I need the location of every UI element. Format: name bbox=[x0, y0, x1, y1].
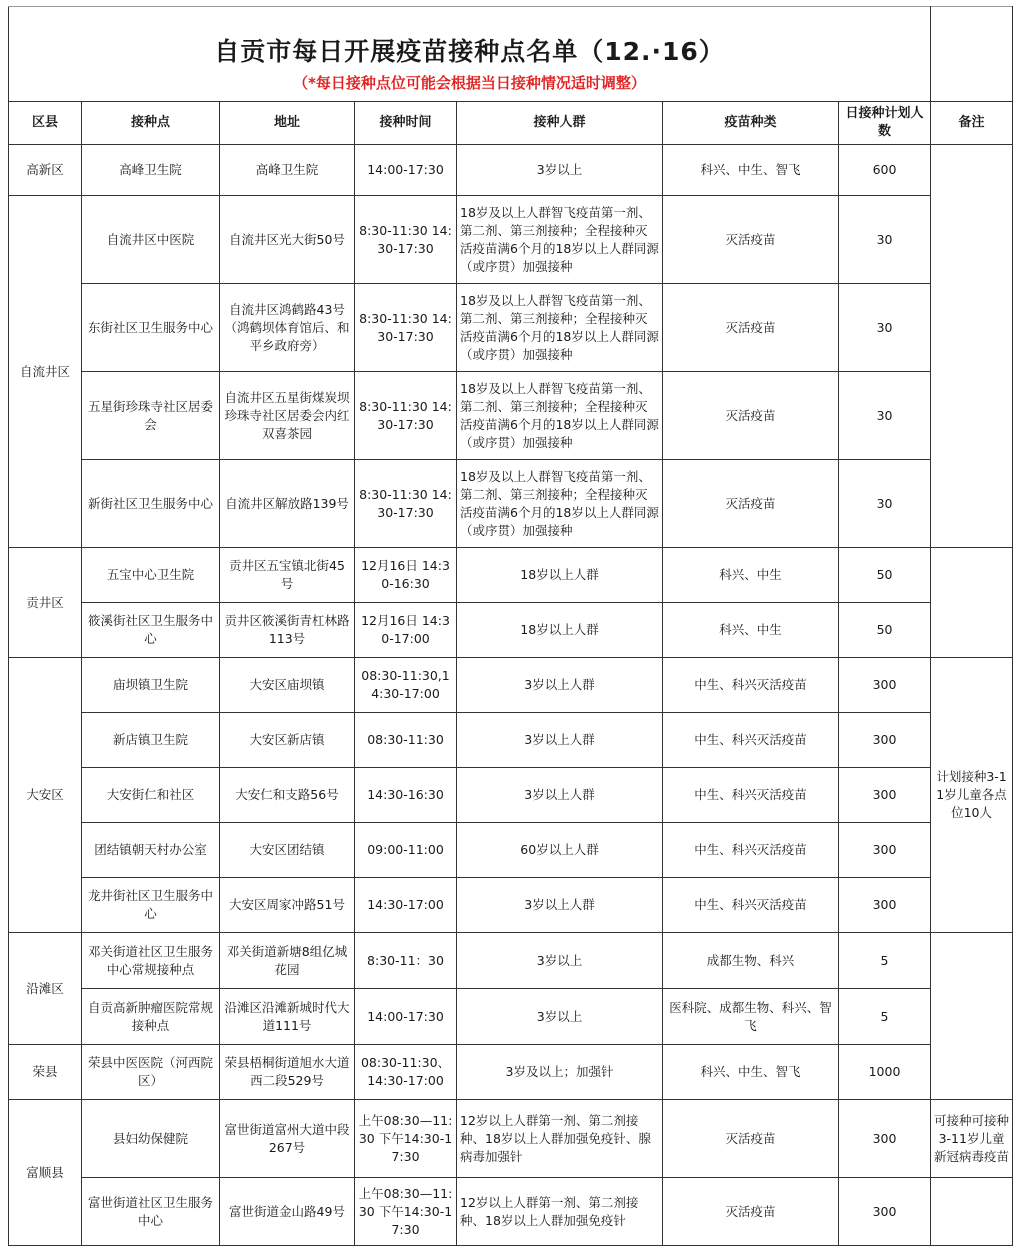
table-row bbox=[9, 603, 1013, 658]
time-cell: 上午08:30—11:30 下午14:30-17:30 bbox=[355, 1100, 457, 1178]
plan-cell: 5 bbox=[839, 933, 931, 989]
address-cell: 邓关街道新塘8组亿城花园 bbox=[220, 933, 355, 989]
address-cell: 自流井区五星街煤炭坝珍珠寺社区居委会内红双喜茶园 bbox=[220, 372, 355, 460]
table-row bbox=[9, 548, 1013, 603]
page-title: 自贡市每日开展疫苗接种点名单（12.·16） bbox=[214, 37, 725, 66]
table-row bbox=[9, 878, 1013, 933]
table-row bbox=[9, 823, 1013, 878]
time-cell: 12月16日 14:30-17:00 bbox=[355, 603, 457, 658]
population-cell: 3岁以上 bbox=[457, 145, 663, 196]
header-population: 接种人群 bbox=[457, 102, 663, 145]
time-cell: 8:30-11：30 bbox=[355, 933, 457, 989]
site-cell: 邓关街道社区卫生服务中心常规接种点 bbox=[82, 933, 220, 989]
note-cell bbox=[931, 145, 1013, 548]
time-cell: 08:30-11:30 bbox=[355, 713, 457, 768]
address-cell: 贡井区筱溪街青杠林路113号 bbox=[220, 603, 355, 658]
address-cell: 富世街道富州大道中段267号 bbox=[220, 1100, 355, 1178]
time-cell: 14:00-17:30 bbox=[355, 989, 457, 1045]
table-row bbox=[9, 713, 1013, 768]
plan-cell: 50 bbox=[839, 603, 931, 658]
population-cell: 18岁及以上人群智飞疫苗第一剂、第二剂、第三剂接种；全程接种灭活疫苗满6个月的18岁以上人群同源（或序贯）加强接种 bbox=[457, 284, 663, 372]
population-cell: 18岁以上人群 bbox=[457, 603, 663, 658]
time-cell: 上午08:30—11:30 下午14:30-17:30 bbox=[355, 1178, 457, 1246]
time-cell: 14:30-17:00 bbox=[355, 878, 457, 933]
address-cell: 高峰卫生院 bbox=[220, 145, 355, 196]
population-cell: 18岁及以上人群智飞疫苗第一剂、第二剂、第三剂接种；全程接种灭活疫苗满6个月的18岁以上人群同源（或序贯）加强接种 bbox=[457, 460, 663, 548]
title-cell bbox=[9, 7, 931, 102]
plan-cell: 300 bbox=[839, 1100, 931, 1178]
plan-cell: 50 bbox=[839, 548, 931, 603]
site-cell: 五宝中心卫生院 bbox=[82, 548, 220, 603]
table-row bbox=[9, 768, 1013, 823]
header-address: 地址 bbox=[220, 102, 355, 145]
population-cell: 18岁以上人群 bbox=[457, 548, 663, 603]
vaccine-cell: 灭活疫苗 bbox=[663, 1100, 839, 1178]
district-cell: 富顺县 bbox=[9, 1100, 82, 1246]
plan-cell: 300 bbox=[839, 878, 931, 933]
plan-cell: 300 bbox=[839, 658, 931, 713]
header-plan: 日接种计划人数 bbox=[839, 102, 931, 145]
table-row bbox=[9, 145, 1013, 196]
site-cell: 筱溪街社区卫生服务中心 bbox=[82, 603, 220, 658]
header-row bbox=[9, 102, 1013, 145]
district-cell: 荣县 bbox=[9, 1045, 82, 1100]
population-cell: 12岁以上人群第一剂、第二剂接种、18岁以上人群加强免疫针、腺病毒加强针 bbox=[457, 1100, 663, 1178]
address-cell: 大安区团结镇 bbox=[220, 823, 355, 878]
note-cell bbox=[931, 1178, 1013, 1246]
vaccine-cell: 科兴、中生 bbox=[663, 548, 839, 603]
address-cell: 贡井区五宝镇北街45号 bbox=[220, 548, 355, 603]
address-cell: 大安区庙坝镇 bbox=[220, 658, 355, 713]
address-cell: 沿滩区沿滩新城时代大道111号 bbox=[220, 989, 355, 1045]
site-cell: 东街社区卫生服务中心 bbox=[82, 284, 220, 372]
title-blank-cell bbox=[931, 7, 1013, 102]
address-cell: 自流井区光大街50号 bbox=[220, 196, 355, 284]
vaccine-cell: 中生、科兴灭活疫苗 bbox=[663, 823, 839, 878]
site-cell: 五星街珍珠寺社区居委会 bbox=[82, 372, 220, 460]
population-cell: 3岁以上人群 bbox=[457, 878, 663, 933]
vaccine-cell: 中生、科兴灭活疫苗 bbox=[663, 878, 839, 933]
table-row bbox=[9, 460, 1013, 548]
population-cell: 12岁以上人群第一剂、第二剂接种、18岁以上人群加强免疫针 bbox=[457, 1178, 663, 1246]
plan-cell: 30 bbox=[839, 284, 931, 372]
header-note: 备注 bbox=[931, 102, 1013, 145]
note-cell: 可接种可接种3-11岁儿童新冠病毒疫苗 bbox=[931, 1100, 1013, 1178]
site-cell: 富世街道社区卫生服务中心 bbox=[82, 1178, 220, 1246]
vaccination-sheet bbox=[8, 6, 1012, 1246]
vaccination-table bbox=[8, 6, 1013, 1246]
plan-cell: 30 bbox=[839, 460, 931, 548]
table-row bbox=[9, 933, 1013, 989]
district-cell: 自流井区 bbox=[9, 196, 82, 548]
population-cell: 18岁及以上人群智飞疫苗第一剂、第二剂、第三剂接种；全程接种灭活疫苗满6个月的18岁以上人群同源（或序贯）加强接种 bbox=[457, 196, 663, 284]
address-cell: 大安区周家冲路51号 bbox=[220, 878, 355, 933]
population-cell: 3岁以上 bbox=[457, 989, 663, 1045]
plan-cell: 1000 bbox=[839, 1045, 931, 1100]
time-cell: 08:30-11:30、14:30-17:00 bbox=[355, 1045, 457, 1100]
vaccine-cell: 中生、科兴灭活疫苗 bbox=[663, 713, 839, 768]
site-cell: 庙坝镇卫生院 bbox=[82, 658, 220, 713]
population-cell: 60岁以上人群 bbox=[457, 823, 663, 878]
vaccine-cell: 中生、科兴灭活疫苗 bbox=[663, 768, 839, 823]
table-row bbox=[9, 372, 1013, 460]
site-cell: 自贡高新肿瘤医院常规接种点 bbox=[82, 989, 220, 1045]
plan-cell: 30 bbox=[839, 372, 931, 460]
time-cell: 14:00-17:30 bbox=[355, 145, 457, 196]
table-row bbox=[9, 1100, 1013, 1178]
district-cell: 高新区 bbox=[9, 145, 82, 196]
site-cell: 新店镇卫生院 bbox=[82, 713, 220, 768]
population-cell: 3岁以上 bbox=[457, 933, 663, 989]
time-cell: 09:00-11:00 bbox=[355, 823, 457, 878]
population-cell: 3岁以上人群 bbox=[457, 713, 663, 768]
note-cell bbox=[931, 933, 1013, 1100]
header-time: 接种时间 bbox=[355, 102, 457, 145]
time-cell: 8:30-11:30 14:30-17:30 bbox=[355, 460, 457, 548]
table-row bbox=[9, 1178, 1013, 1246]
site-cell: 县妇幼保健院 bbox=[82, 1100, 220, 1178]
address-cell: 荣县梧桐街道旭水大道西二段529号 bbox=[220, 1045, 355, 1100]
site-cell: 大安街仁和社区 bbox=[82, 768, 220, 823]
district-cell: 沿滩区 bbox=[9, 933, 82, 1045]
population-cell: 3岁以上人群 bbox=[457, 768, 663, 823]
page-subtitle: （*每日接种点位可能会根据当日接种情况适时调整） bbox=[293, 74, 646, 92]
time-cell: 14:30-16:30 bbox=[355, 768, 457, 823]
vaccine-cell: 中生、科兴灭活疫苗 bbox=[663, 658, 839, 713]
plan-cell: 30 bbox=[839, 196, 931, 284]
time-cell: 12月16日 14:30-16:30 bbox=[355, 548, 457, 603]
plan-cell: 300 bbox=[839, 768, 931, 823]
site-cell: 龙井街社区卫生服务中心 bbox=[82, 878, 220, 933]
district-cell: 贡井区 bbox=[9, 548, 82, 658]
address-cell: 自流井区鸿鹤路43号（鸿鹤坝体育馆后、和平乡政府旁） bbox=[220, 284, 355, 372]
vaccine-cell: 灭活疫苗 bbox=[663, 196, 839, 284]
district-cell: 大安区 bbox=[9, 658, 82, 933]
table-row bbox=[9, 658, 1013, 713]
plan-cell: 300 bbox=[839, 1178, 931, 1246]
header-site: 接种点 bbox=[82, 102, 220, 145]
site-cell: 新街社区卫生服务中心 bbox=[82, 460, 220, 548]
table-row bbox=[9, 284, 1013, 372]
header-district: 区县 bbox=[9, 102, 82, 145]
plan-cell: 600 bbox=[839, 145, 931, 196]
vaccine-cell: 灭活疫苗 bbox=[663, 372, 839, 460]
time-cell: 8:30-11:30 14:30-17:30 bbox=[355, 284, 457, 372]
table-row bbox=[9, 196, 1013, 284]
note-cell: 计划接种3-11岁儿童各点位10人 bbox=[931, 658, 1013, 933]
population-cell: 3岁及以上；加强针 bbox=[457, 1045, 663, 1100]
vaccine-cell: 灭活疫苗 bbox=[663, 284, 839, 372]
population-cell: 18岁及以上人群智飞疫苗第一剂、第二剂、第三剂接种；全程接种灭活疫苗满6个月的18岁以上人群同源（或序贯）加强接种 bbox=[457, 372, 663, 460]
vaccine-cell: 医科院、成都生物、科兴、智飞 bbox=[663, 989, 839, 1045]
vaccine-cell: 科兴、中生、智飞 bbox=[663, 1045, 839, 1100]
vaccine-cell: 科兴、中生、智飞 bbox=[663, 145, 839, 196]
site-cell: 自流井区中医院 bbox=[82, 196, 220, 284]
address-cell: 富世街道金山路49号 bbox=[220, 1178, 355, 1246]
site-cell: 高峰卫生院 bbox=[82, 145, 220, 196]
plan-cell: 300 bbox=[839, 823, 931, 878]
time-cell: 08:30-11:30,14:30-17:00 bbox=[355, 658, 457, 713]
vaccine-cell: 灭活疫苗 bbox=[663, 460, 839, 548]
table-row bbox=[9, 1045, 1013, 1100]
vaccine-cell: 灭活疫苗 bbox=[663, 1178, 839, 1246]
vaccine-cell: 成都生物、科兴 bbox=[663, 933, 839, 989]
vaccine-cell: 科兴、中生 bbox=[663, 603, 839, 658]
time-cell: 8:30-11:30 14:30-17:30 bbox=[355, 196, 457, 284]
plan-cell: 300 bbox=[839, 713, 931, 768]
table-row bbox=[9, 989, 1013, 1045]
site-cell: 团结镇朝天村办公室 bbox=[82, 823, 220, 878]
time-cell: 8:30-11:30 14:30-17:30 bbox=[355, 372, 457, 460]
site-cell: 荣县中医医院（河西院区） bbox=[82, 1045, 220, 1100]
address-cell: 自流井区解放路139号 bbox=[220, 460, 355, 548]
header-vaccine: 疫苗种类 bbox=[663, 102, 839, 145]
note-cell bbox=[931, 548, 1013, 658]
plan-cell: 5 bbox=[839, 989, 931, 1045]
population-cell: 3岁以上人群 bbox=[457, 658, 663, 713]
address-cell: 大安区新店镇 bbox=[220, 713, 355, 768]
address-cell: 大安仁和支路56号 bbox=[220, 768, 355, 823]
